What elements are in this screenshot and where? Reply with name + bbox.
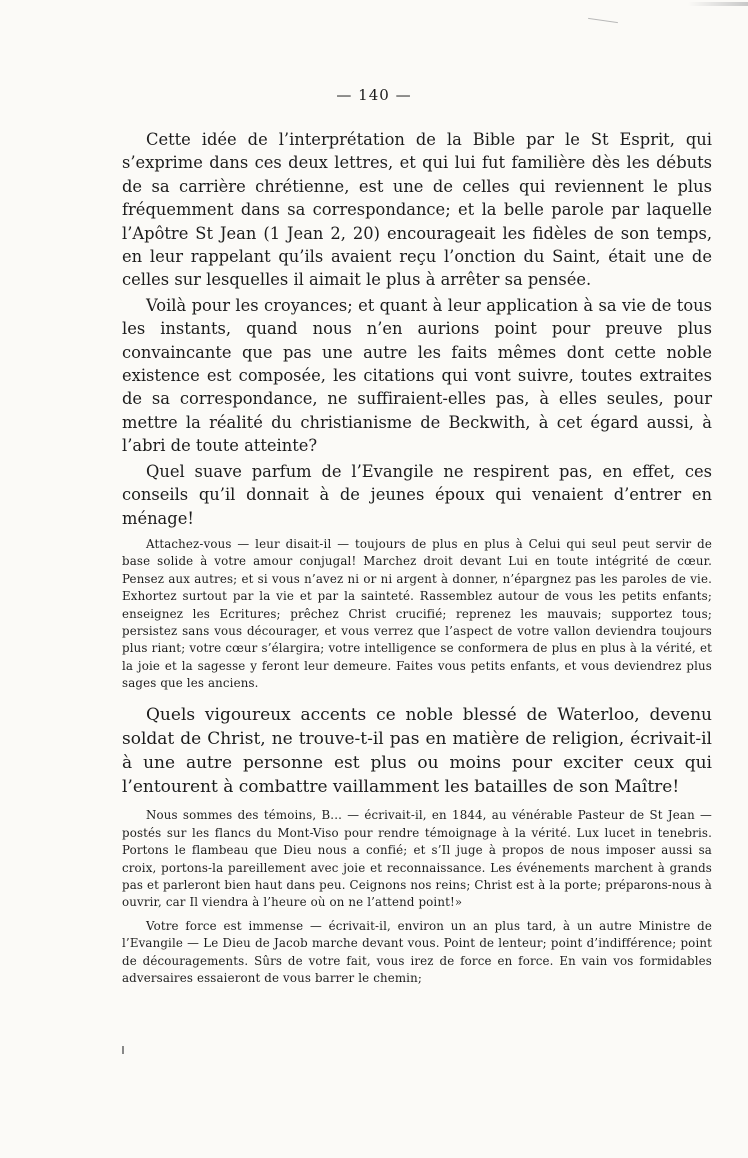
quote-3: Votre force est immense — écrivait-il, environ un an plus tard, à un autre Ministre de l’Evangile — Le Dieu de Jacob marche devant vous. Point de lenteur; point d’indifférence; point de découragements. Sûrs de votre fait, vous irez de force en force. En vain vos formidables adversaires essaieront de vous barrer le chemin; (122, 918, 712, 986)
page-number: — 140 — (336, 86, 412, 104)
paragraph-1: Cette idée de l’interprétation de la Bible par le St Esprit, qui s’exprime dans ces deux lettres, et qui lui fut familière dès les débuts de sa carrière chrétienne, est une de celles qui reviennent le plus fréquemment dans sa correspondance; et la belle parole par laquelle l’Apôtre St Jean (1 Jean 2, 20) encourageait les fidèles de son temps, en leur rappelant qu’ils avaient reçu l’onction du Saint, était une de celles sur lesquelles il aimait le plus à arrêter sa pensée. (122, 130, 712, 290)
paragraph-3: Quel suave parfum de l’Evangile ne respirent pas, en effet, ces conseils qu’il donnait à de jeunes époux qui venaient d’entrer en ménage! (122, 461, 712, 528)
quote-1: Attachez-vous — leur disait-il — toujours de plus en plus à Celui qui seul peut servir de base solide à votre amour conjugal! Marchez droit devant Lui en toute intégrité de cœur. Pensez aux autres; et si vous n’avez ni or ni argent à donner, n’épargnez pas les paroles de vie. Exhortez surtout par la vie et par la sainteté. Rassemblez autour de vous les petits enfants; enseignez les Ecritures; prêchez Christ crucifié; reprenez les mauvais; supportez tous; persistez sans vous décourager, et vous verrez que l’aspect de votre vallon deviendra toujours plus riant; votre cœur s’élargira; votre intelligence se conformera de plus en plus à la vérité, et la joie et la sagesse y feront leur demeure. Faites vous petits enfants, et vous deviendrez plus sages que les anciens. (122, 536, 712, 691)
scan-smudge (122, 1046, 124, 1054)
paragraph-4: Quels vigoureux accents ce noble blessé de Waterloo, devenu soldat de Christ, ne trouve-t-il pas en matière de religion, écrivait-il à une autre personne est plus ou moins pour exciter ceux qui l’entourent à combattre vaillamment les batailles de son Maître! (122, 704, 712, 798)
quote-2: Nous sommes des témoins, B... — écrivait-il, en 1844, au vénérable Pasteur de St Jean — postés sur les flancs du Mont-Viso pour rendre témoignage à la vérité. Lux lucet in tenebris. Portons le flambeau que Dieu nous a confié; et s’Il juge à propos de nous imposer aussi sa croix, portons-la pareillement avec joie et reconnaissance. Les événements marchent à grands pas et parleront bien haut dans peu. Ceignons nos reins; Christ est à la porte; préparons-nous à ouvrir, car Il viendra à l’heure où on ne l’attend point!» (122, 808, 712, 910)
page-body (122, 128, 712, 987)
scan-smudge (588, 18, 618, 23)
paragraph-2: Voilà pour les croyances; et quant à leur application à sa vie de tous les instants, quand nous n’en aurions point pour preuve plus convaincante que pas une autre les faits mêmes dont cette noble existence est composée, les citations qui vont suivre, toutes extraites de sa correspondance, ne suffiraient-elles pas, à elles seules, pour mettre la réalité du christianisme de Beckwith, à cet égard aussi, à l’abri de toute atteinte? (122, 295, 712, 456)
scan-smudge (688, 2, 748, 6)
